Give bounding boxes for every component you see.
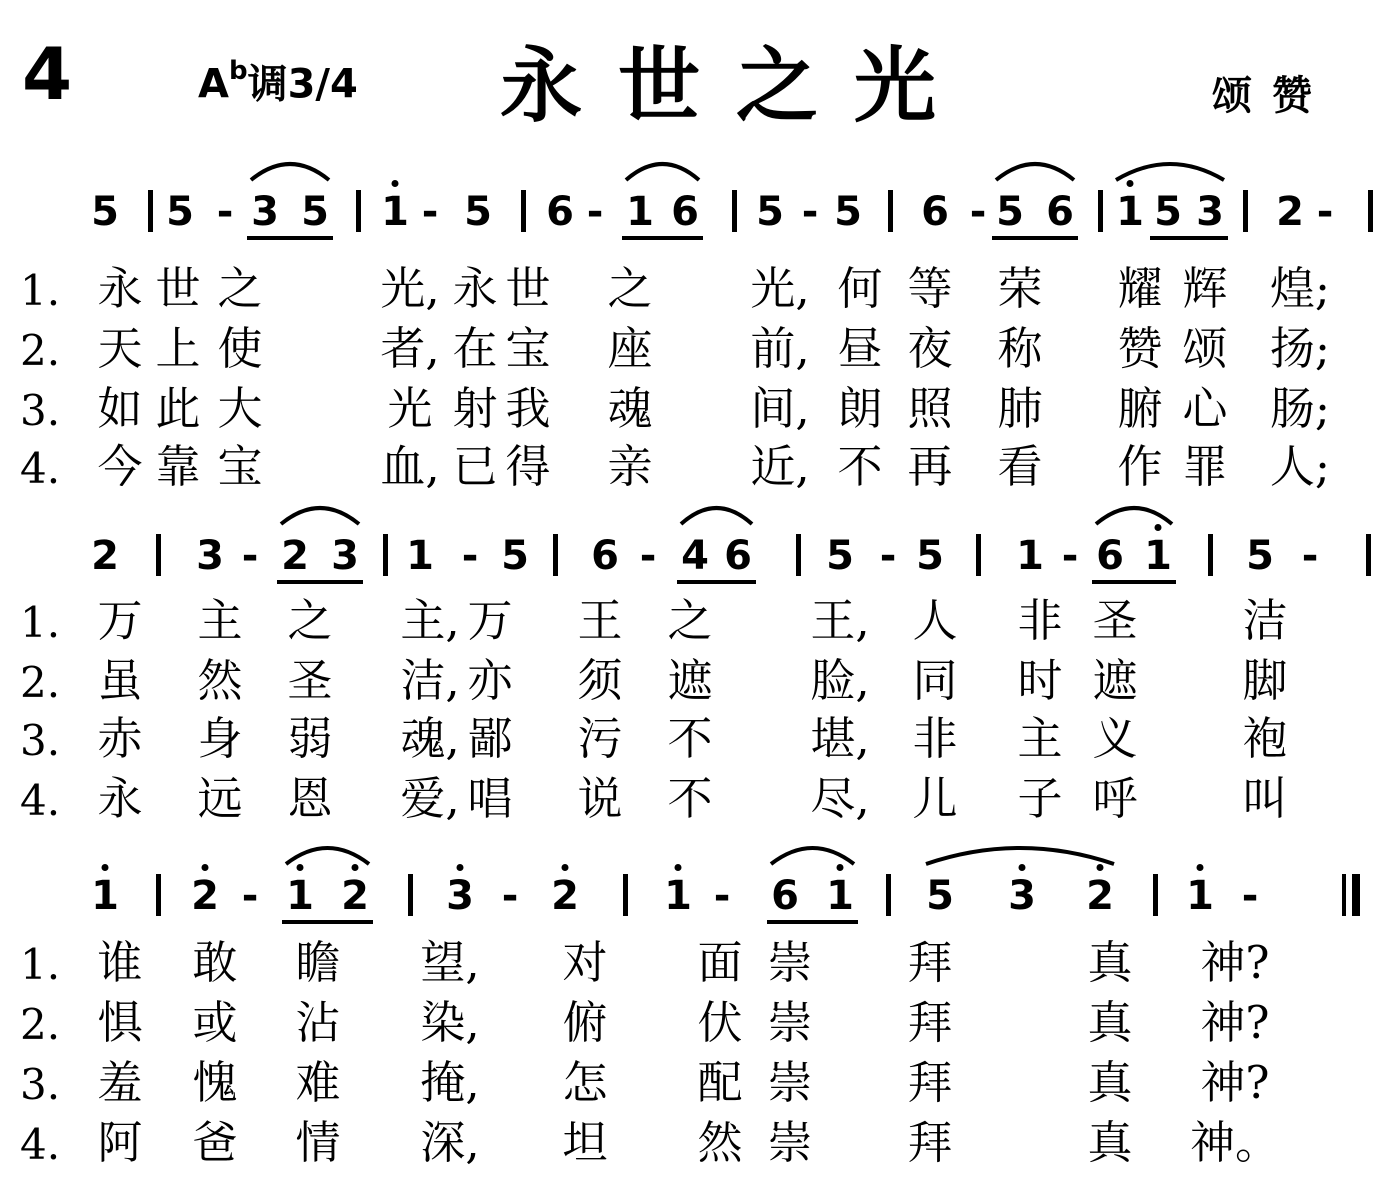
note-dash: -: [1316, 189, 1334, 235]
lyric-syllable: 伏: [697, 996, 743, 1049]
lyric-syllable: 然: [697, 1116, 743, 1169]
lyric-syllable: 难: [295, 1056, 341, 1109]
note: 2: [281, 533, 309, 579]
note-dash: -: [216, 189, 234, 235]
barline: [1368, 190, 1373, 232]
lyric-line: [0, 1116, 1400, 1178]
note: 5: [166, 189, 194, 235]
lyric-syllable: 唱: [467, 772, 513, 825]
lyric-syllable: 人;: [1269, 440, 1331, 493]
final-barline-thick: [1352, 874, 1360, 916]
verse-number: 4.: [20, 776, 61, 825]
key-time: 调3/4: [247, 61, 358, 108]
lyric-line: [0, 654, 1400, 716]
lyric-syllable: 光,: [750, 262, 810, 315]
lyric-syllable: 羞: [97, 1056, 143, 1109]
lyric-syllable: 使: [217, 322, 263, 375]
lyric-syllable: 不: [667, 772, 713, 825]
lyric-syllable: 真: [1087, 996, 1133, 1049]
lyric-syllable: 宝: [217, 440, 263, 493]
lyric-syllable: 已: [452, 440, 498, 493]
note-dash: -: [1061, 533, 1079, 579]
note: 3: [196, 533, 224, 579]
slur-arc: [769, 838, 856, 868]
barline: [148, 190, 153, 232]
note-dash: -: [713, 873, 731, 919]
lyric-syllable: 王,: [810, 594, 870, 647]
lyric-syllable: 圣: [287, 654, 333, 707]
lyric-syllable: 前,: [750, 322, 810, 375]
note-dash: -: [501, 873, 519, 919]
lyric-syllable: 瞻: [295, 936, 341, 989]
lyric-syllable: 如: [97, 382, 143, 435]
slur-arc: [249, 154, 331, 184]
lyric-syllable: 主,: [400, 594, 460, 647]
notation-row: [0, 868, 1400, 928]
lyric-syllable: 人: [912, 594, 958, 647]
note: 6: [724, 533, 752, 579]
lyric-syllable: 我: [505, 382, 551, 435]
lyric-syllable: 远: [197, 772, 243, 825]
lyric-syllable: 煌;: [1269, 262, 1331, 315]
lyric-syllable: 脚: [1242, 654, 1288, 707]
underline-beam: [1092, 580, 1176, 584]
note: 3: [331, 533, 359, 579]
lyric-syllable: 沾: [295, 996, 341, 1049]
lyric-syllable: 之: [667, 594, 713, 647]
barline: [156, 534, 161, 576]
octave-dot: [102, 864, 109, 871]
lyric-syllable: 永: [97, 772, 143, 825]
barline: [408, 874, 413, 916]
lyric-line: [0, 322, 1400, 384]
lyric-syllable: 荣: [997, 262, 1043, 315]
lyric-syllable: 洁: [1242, 594, 1288, 647]
barline: [1243, 190, 1248, 232]
barline: [886, 874, 891, 916]
barline: [156, 874, 161, 916]
barline: [1153, 874, 1158, 916]
lyric-syllable: 称: [997, 322, 1043, 375]
lyric-syllable: 然: [197, 654, 243, 707]
note: 1: [626, 189, 654, 235]
lyric-syllable: 心: [1182, 382, 1228, 435]
lyric-syllable: 崇: [767, 996, 813, 1049]
lyric-syllable: 之: [217, 262, 263, 315]
underline-beam: [992, 236, 1078, 240]
lyric-syllable: 污: [577, 712, 623, 765]
lyric-syllable: 同: [912, 654, 958, 707]
key-letter: A: [198, 61, 229, 108]
lyric-syllable: 看: [997, 440, 1043, 493]
note: 2: [1086, 873, 1114, 919]
lyric-syllable: 崇: [767, 1116, 813, 1169]
hymn-category: 颂赞: [1212, 73, 1332, 119]
note-dash: -: [421, 189, 439, 235]
slur-arc: [924, 838, 1116, 868]
lyric-syllable: 配: [697, 1056, 743, 1109]
note: 5: [926, 873, 954, 919]
note: 2: [91, 533, 119, 579]
lyric-syllable: 须: [577, 654, 623, 707]
verse-number: 3.: [20, 716, 61, 765]
octave-dot: [562, 864, 569, 871]
note-dash: -: [879, 533, 897, 579]
note: 2: [341, 873, 369, 919]
lyric-syllable: 射: [452, 382, 498, 435]
note: 1: [1116, 189, 1144, 235]
lyric-syllable: 亲: [607, 440, 653, 493]
lyric-syllable: 腑: [1117, 382, 1163, 435]
octave-dot: [1197, 864, 1204, 871]
lyric-syllable: 俯: [562, 996, 608, 1049]
lyric-syllable: 鄙: [467, 712, 513, 765]
lyric-syllable: 神?: [1200, 996, 1270, 1049]
barline: [796, 534, 801, 576]
lyric-syllable: 再: [907, 440, 953, 493]
note: 2: [551, 873, 579, 919]
hymn-title: 永世之光: [500, 39, 973, 134]
lyric-syllable: 真: [1087, 1056, 1133, 1109]
note: 6: [671, 189, 699, 235]
octave-dot: [392, 180, 399, 187]
barline: [356, 190, 361, 232]
lyric-syllable: 爸: [192, 1116, 238, 1169]
note: 6: [921, 189, 949, 235]
note-dash: -: [1301, 533, 1319, 579]
lyric-syllable: 在: [452, 322, 498, 375]
underline-beam: [277, 580, 363, 584]
verse-number: 1.: [20, 940, 61, 989]
note: 3: [251, 189, 279, 235]
notation-row: [0, 528, 1400, 588]
lyric-syllable: 主: [1017, 712, 1063, 765]
lyric-syllable: 情: [295, 1116, 341, 1169]
lyric-syllable: 崇: [767, 1056, 813, 1109]
lyric-syllable: 爱,: [400, 772, 460, 825]
note: 2: [1276, 189, 1304, 235]
lyric-syllable: 上: [155, 322, 201, 375]
barline: [1208, 534, 1213, 576]
lyric-syllable: 身: [197, 712, 243, 765]
lyric-syllable: 宝: [505, 322, 551, 375]
lyric-syllable: 魂: [607, 382, 653, 435]
lyric-syllable: 夜: [907, 322, 953, 375]
lyric-syllable: 神?: [1200, 936, 1270, 989]
slur-arc: [994, 154, 1076, 184]
lyric-syllable: 掩,: [420, 1056, 480, 1109]
note: 5: [916, 533, 944, 579]
lyric-syllable: 尽,: [810, 772, 870, 825]
slur-arc: [624, 154, 701, 184]
lyric-syllable: 拜: [907, 936, 953, 989]
note: 5: [756, 189, 784, 235]
note: 1: [406, 533, 434, 579]
verse-number: 2.: [20, 326, 61, 375]
barline: [1098, 190, 1103, 232]
slur-arc: [1114, 154, 1226, 184]
lyric-line: [0, 712, 1400, 774]
verse-number: 4.: [20, 1120, 61, 1169]
lyric-line: [0, 382, 1400, 444]
lyric-syllable: 说: [577, 772, 623, 825]
lyric-syllable: 血,: [380, 440, 440, 493]
lyric-syllable: 者,: [380, 322, 440, 375]
lyric-syllable: 赤: [97, 712, 143, 765]
lyric-syllable: 染,: [420, 996, 480, 1049]
final-barline: [1342, 874, 1346, 916]
underline-beam: [247, 236, 333, 240]
barline: [553, 534, 558, 576]
lyric-syllable: 神?: [1200, 1056, 1270, 1109]
lyric-syllable: 洁,: [400, 654, 460, 707]
barline: [888, 190, 893, 232]
lyric-syllable: 万: [467, 594, 513, 647]
lyric-syllable: 面: [697, 936, 743, 989]
note: 1: [1144, 533, 1172, 579]
verse-number: 4.: [20, 444, 61, 493]
lyric-syllable: 堪,: [810, 712, 870, 765]
lyric-syllable: 亦: [467, 654, 513, 707]
lyric-syllable: 朗: [837, 382, 883, 435]
lyric-line: [0, 936, 1400, 998]
lyric-syllable: 世: [505, 262, 551, 315]
barline: [623, 874, 628, 916]
note: 6: [546, 189, 574, 235]
note-dash: -: [586, 189, 604, 235]
lyric-line: [0, 996, 1400, 1058]
lyric-line: [0, 262, 1400, 324]
note: 5: [464, 189, 492, 235]
barline: [976, 534, 981, 576]
lyric-syllable: 不: [667, 712, 713, 765]
verse-number: 3.: [20, 1060, 61, 1109]
lyric-syllable: 近,: [750, 440, 810, 493]
lyric-syllable: 颂: [1182, 322, 1228, 375]
lyric-syllable: 昼: [837, 322, 883, 375]
verse-number: 1.: [20, 266, 61, 315]
lyric-syllable: 之: [607, 262, 653, 315]
lyric-syllable: 怎: [562, 1056, 608, 1109]
note: 5: [501, 533, 529, 579]
note: 3: [446, 873, 474, 919]
lyric-syllable: 虽: [97, 654, 143, 707]
note: 6: [771, 873, 799, 919]
note: 5: [996, 189, 1024, 235]
lyric-syllable: 呼: [1092, 772, 1138, 825]
lyric-syllable: 不: [837, 440, 883, 493]
note-dash: -: [241, 533, 259, 579]
lyric-syllable: 惧: [97, 996, 143, 1049]
lyric-syllable: 何: [837, 262, 883, 315]
lyric-syllable: 拜: [907, 996, 953, 1049]
lyric-syllable: 敢: [192, 936, 238, 989]
note: 5: [1154, 189, 1182, 235]
note: 6: [591, 533, 619, 579]
lyric-line: [0, 1056, 1400, 1118]
note: 1: [286, 873, 314, 919]
lyric-syllable: 万: [97, 594, 143, 647]
lyric-syllable: 世: [155, 262, 201, 315]
lyric-syllable: 义: [1092, 712, 1138, 765]
octave-dot: [457, 864, 464, 871]
lyric-syllable: 辉: [1182, 262, 1228, 315]
lyric-syllable: 大: [217, 382, 263, 435]
lyric-syllable: 圣: [1092, 594, 1138, 647]
lyric-syllable: 此: [155, 382, 201, 435]
barline: [1366, 534, 1371, 576]
lyric-syllable: 弱: [287, 712, 333, 765]
lyric-syllable: 之: [287, 594, 333, 647]
note-dash: -: [461, 533, 479, 579]
hymn-number: 4: [22, 32, 73, 116]
lyric-line: [0, 772, 1400, 834]
lyric-syllable: 光: [387, 382, 433, 435]
octave-dot: [202, 864, 209, 871]
lyric-syllable: 脸,: [810, 654, 870, 707]
lyric-syllable: 真: [1087, 1116, 1133, 1169]
lyric-syllable: 肺: [997, 382, 1043, 435]
barline: [521, 190, 526, 232]
lyric-syllable: 坦: [562, 1116, 608, 1169]
lyric-syllable: 拜: [907, 1056, 953, 1109]
underline-beam: [1150, 236, 1228, 240]
note: 6: [1096, 533, 1124, 579]
lyric-syllable: 子: [1017, 772, 1063, 825]
lyric-syllable: 照: [907, 382, 953, 435]
note-dash: -: [969, 189, 987, 235]
underline-beam: [282, 920, 373, 924]
lyric-syllable: 叫: [1242, 772, 1288, 825]
note: 5: [1246, 533, 1274, 579]
lyric-syllable: 时: [1017, 654, 1063, 707]
barline: [383, 534, 388, 576]
lyric-syllable: 恩: [287, 772, 333, 825]
note-dash: -: [639, 533, 657, 579]
lyric-syllable: 座: [607, 322, 653, 375]
lyric-syllable: 崇: [767, 936, 813, 989]
slur-arc: [1094, 498, 1174, 528]
verse-number: 3.: [20, 386, 61, 435]
lyric-syllable: 阿: [97, 1116, 143, 1169]
lyric-syllable: 间,: [750, 382, 810, 435]
slur-arc: [679, 498, 754, 528]
lyric-syllable: 或: [192, 996, 238, 1049]
lyric-syllable: 对: [562, 936, 608, 989]
lyric-syllable: 望,: [420, 936, 480, 989]
note: 1: [1016, 533, 1044, 579]
lyric-syllable: 拜: [907, 1116, 953, 1169]
lyric-syllable: 作: [1117, 440, 1163, 493]
slur-arc: [279, 498, 361, 528]
lyric-syllable: 永: [452, 262, 498, 315]
lyric-syllable: 天: [97, 322, 143, 375]
note: 5: [834, 189, 862, 235]
slur-arc: [284, 838, 371, 868]
note-dash: -: [1241, 873, 1259, 919]
note: 3: [1196, 189, 1224, 235]
lyric-syllable: 肠;: [1269, 382, 1331, 435]
note: 1: [91, 873, 119, 919]
lyric-syllable: 罪: [1182, 440, 1228, 493]
lyric-syllable: 扬;: [1269, 322, 1331, 375]
lyric-syllable: 谁: [97, 936, 143, 989]
lyric-syllable: 赞: [1117, 322, 1163, 375]
lyric-syllable: 魂,: [400, 712, 460, 765]
lyric-syllable: 儿: [912, 772, 958, 825]
note-dash: -: [801, 189, 819, 235]
note: 1: [381, 189, 409, 235]
notation-row: [0, 184, 1400, 244]
note: 1: [664, 873, 692, 919]
lyric-syllable: 非: [1017, 594, 1063, 647]
underline-beam: [767, 920, 858, 924]
lyric-syllable: 深,: [420, 1116, 480, 1169]
underline-beam: [622, 236, 703, 240]
barline: [732, 190, 737, 232]
lyric-syllable: 永: [97, 262, 143, 315]
lyric-line: [0, 594, 1400, 656]
lyric-syllable: 遮: [1092, 654, 1138, 707]
note-dash: -: [241, 873, 259, 919]
note: 6: [1046, 189, 1074, 235]
lyric-syllable: 耀: [1117, 262, 1163, 315]
lyric-syllable: 等: [907, 262, 953, 315]
note: 5: [301, 189, 329, 235]
lyric-syllable: 王: [577, 594, 623, 647]
note: 2: [191, 873, 219, 919]
lyric-syllable: 靠: [155, 440, 201, 493]
verse-number: 2.: [20, 658, 61, 707]
key-signature: [198, 56, 358, 108]
note: 5: [826, 533, 854, 579]
lyric-syllable: 遮: [667, 654, 713, 707]
verse-number: 1.: [20, 598, 61, 647]
lyric-line: [0, 440, 1400, 502]
note: 5: [91, 189, 119, 235]
lyric-syllable: 袍: [1242, 712, 1288, 765]
lyric-syllable: 今: [97, 440, 143, 493]
lyric-syllable: 光,: [380, 262, 440, 315]
key-flat: b: [228, 56, 248, 86]
note: 1: [826, 873, 854, 919]
note: 1: [1186, 873, 1214, 919]
underline-beam: [677, 580, 756, 584]
lyric-syllable: 愧: [192, 1056, 238, 1109]
lyric-syllable: 神。: [1189, 1116, 1281, 1169]
verse-number: 2.: [20, 1000, 61, 1049]
lyric-syllable: 非: [912, 712, 958, 765]
lyric-syllable: 真: [1087, 936, 1133, 989]
note: 4: [681, 533, 709, 579]
note: 3: [1008, 873, 1036, 919]
octave-dot: [675, 864, 682, 871]
lyric-syllable: 主: [197, 594, 243, 647]
lyric-syllable: 得: [505, 440, 551, 493]
